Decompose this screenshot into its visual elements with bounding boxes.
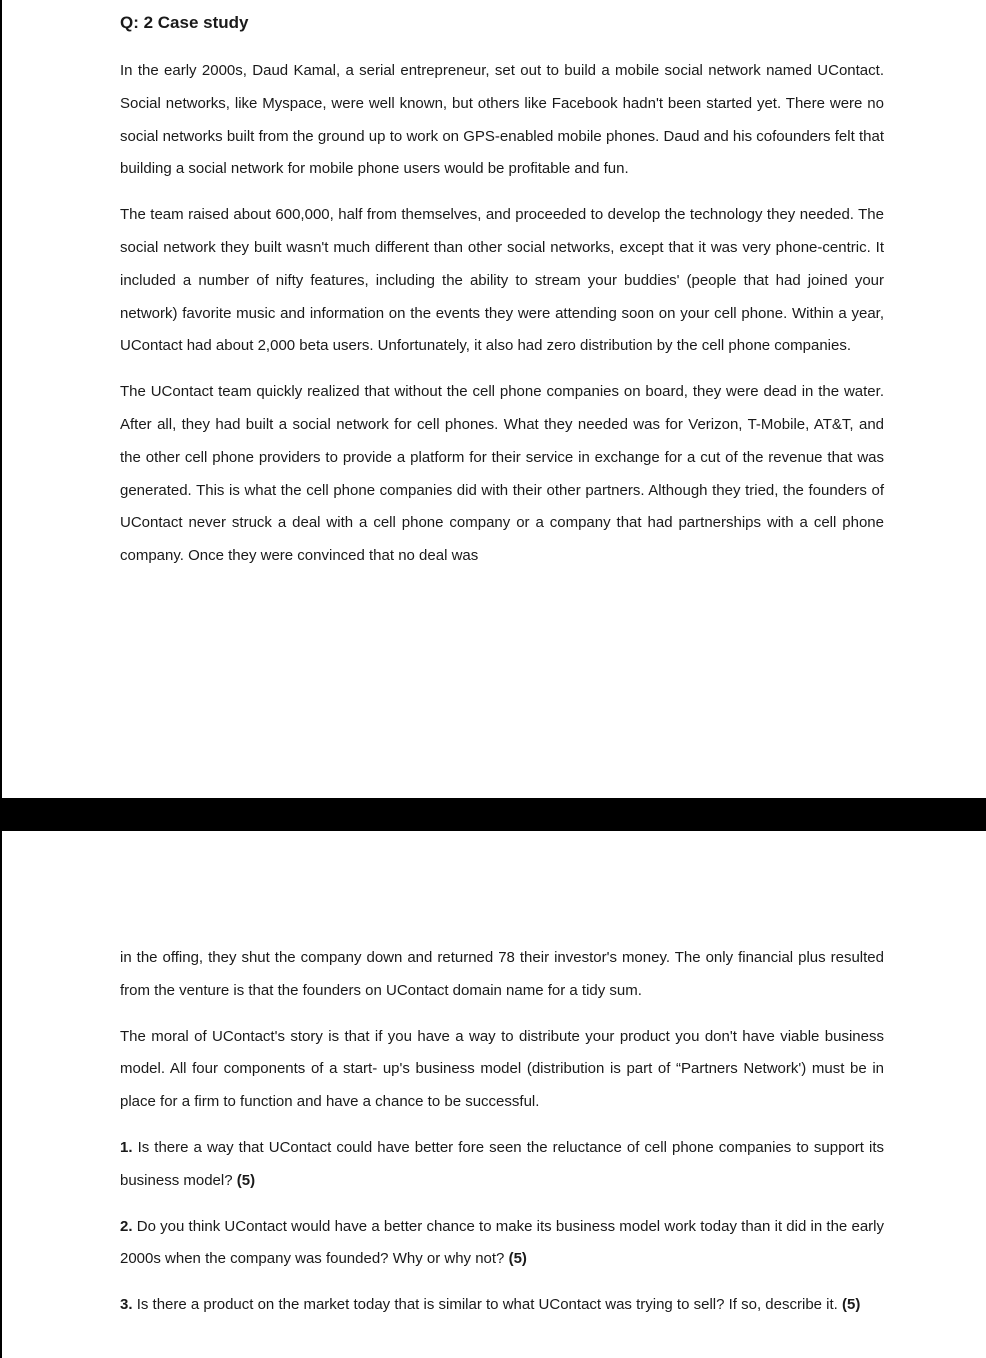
question-text: Is there a product on the market today that is similar to what UContact was trying to sell? If so, describe it. [136,1296,838,1314]
question-2 [120,1211,884,1277]
question-text: Do you think UContact would have a better chance to make its business model work today than it did in the early 2000s when the company was founded? Why or why not? [120,1217,884,1268]
question-number: 3. [120,1296,133,1314]
paragraph-intro: In the early 2000s, Daud Kamal, a serial entrepreneur, set out to build a mobile social network named UContact. Social networks, like Myspace, were well known, but others like Facebook hadn't been started yet. There were no social networks built from the ground up to work on GPS-enabled mobile phones. Daud and his cofounders felt that building a social network for mobile phone users would be profitable and fun. [120,62,884,178]
paragraph-distribution: The UContact team quickly realized that without the cell phone companies on board, they were dead in the water. After all, they had built a social network for cell phones. What they needed was for Verizon, T-Mobile, AT&T, and the other cell phone providers to provide a platform for their service in exchange for a cut of the revenue that was generated. This is what the cell phone companies did with their other partners. Although they tried, the founders of UContact never struck a deal with a cell phone company or a company that had partnerships with a cell phone company. Once they were convinced that no deal was [120,383,884,565]
question-text: Is there a way that UContact could have better fore seen the reluctance of cell phone companies to support its business model? [120,1138,884,1189]
question-points: (5) [236,1171,256,1189]
page-break-bar [0,798,986,831]
case-study-body-bottom [120,942,884,1322]
question-number: 1. [120,1138,133,1156]
paragraph-funding: The team raised about 600,000, half from themselves, and proceeded to develop the technology they needed. The social network they built wasn't much different than other social networks, except that it was very phone-centric. It included a number of nifty features, including the ability to stream your buddies' (people that had joined your network) favorite music and information on the events they were attending soon on your cell phone. Within a year, UContact had about 2,000 beta users. Unfortunately, it also had zero distribution by the cell phone companies. [120,206,884,355]
paragraph-moral: The moral of UContact's story is that if you have a way to distribute your product you don't have viable business model. All four components of a start- up's business model (distribution is part of “Partners Network') must be in place for a firm to function and have a chance to be successful. [120,1027,884,1111]
question-number: 2. [120,1217,133,1235]
question-points: (5) [842,1296,861,1314]
case-study-body-top [120,55,884,573]
question-points: (5) [508,1250,527,1268]
question-3 [120,1289,884,1322]
question-1 [120,1132,884,1198]
page-title: Q: 2 Case study [120,13,249,32]
paragraph-shutdown: in the offing, they shut the company down and returned 78 their investor's money. The only financial plus resulted from the venture is that the founders on UContact domain name for a tidy sum. [120,949,884,999]
document-page-bottom [0,831,986,1358]
